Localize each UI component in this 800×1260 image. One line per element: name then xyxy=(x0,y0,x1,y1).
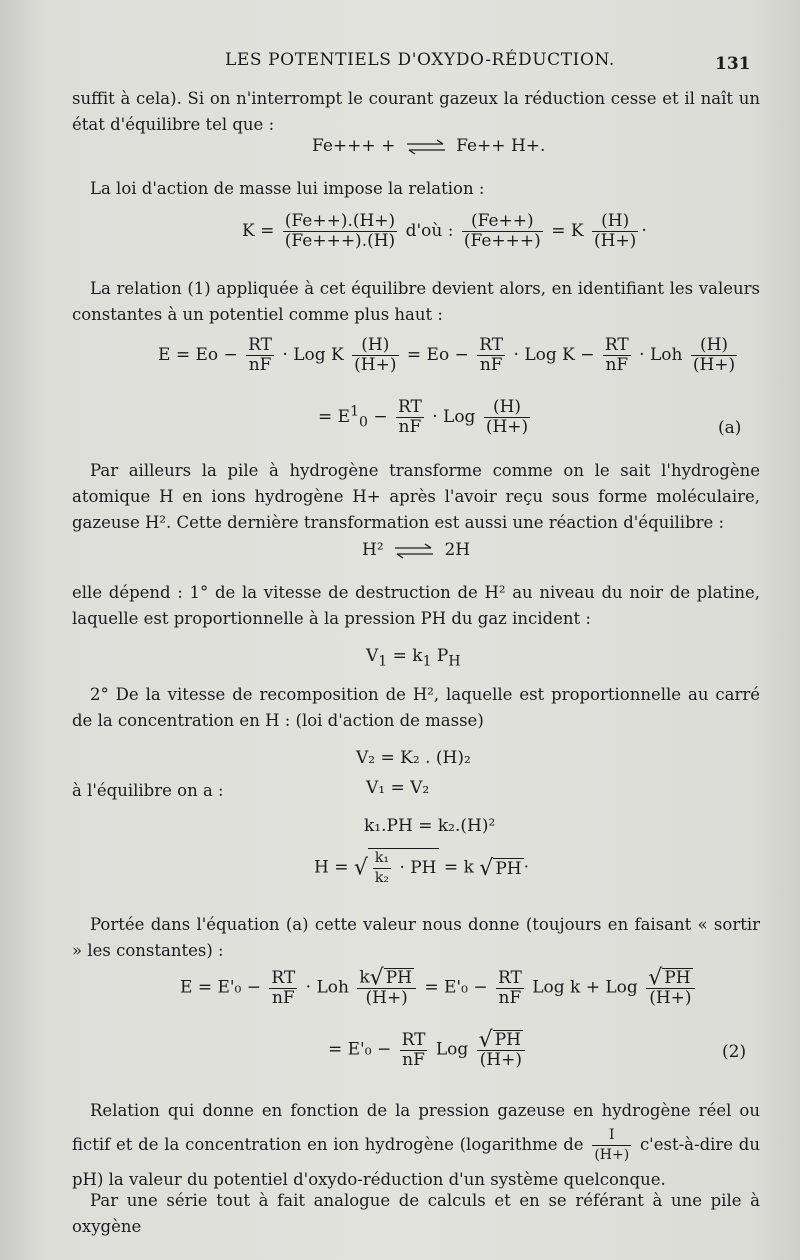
page-header xyxy=(0,50,800,80)
equation-potential-2a: E = E'₀ − $\frac{RT}{nF}$ · Loh $\frac{k√ PH}{(H+)}$ = E'₀ − $\frac{RT}{nF}$ Log k + Log $\frac{√ PH}{(H+)}$ xyxy=(180,968,698,1008)
equation-k-relation: k₁.PH = k₂.(H)² xyxy=(364,816,496,836)
paragraph-5: elle dépend : 1° de la vitesse de destruction de H² au niveau du noir de platine, laquelle est proportionnelle à la pression PH du gaz incident : xyxy=(72,583,760,628)
page-number: 131 xyxy=(715,54,751,74)
equation-velocity-1: $V_1 = k_1$ $P_H$ xyxy=(366,646,461,670)
paragraph-6: 2° De la vitesse de recomposition de H², laquelle est proportionnelle au carré de la concentration en H : (loi d'action de masse) xyxy=(72,685,760,730)
equation-potential-2: = E'₀ − $\frac{RT}{nF}$ Log $\frac{√ PH}{(H+)}$ xyxy=(328,1030,528,1070)
equilibrium-arrows-icon xyxy=(405,139,447,155)
equation-label-a: (a) xyxy=(718,418,742,438)
equation-equilibrium-velocities: V₁ = V₂ xyxy=(366,778,430,798)
equilibrium-arrows-icon xyxy=(393,543,435,559)
equation-label-2: (2) xyxy=(722,1042,747,1062)
paragraph-7-lead: à l'équilibre on a : xyxy=(72,781,224,800)
equation-potential-a: = $E^1_0$ − $\frac{RT}{nF}$ · Log $\frac{(H)}{(H+)}$ xyxy=(318,397,529,437)
paragraph-2: La loi d'action de masse lui impose la relation : xyxy=(90,179,485,198)
equation-iron-equilibrium: Fe+++ + Fe++ H+. xyxy=(312,136,546,156)
paragraph-4: Par ailleurs la pile à hydrogène transforme comme on le sait l'hydrogène atomique H en ions hydrogène H+ après l'avoir reçu sous forme moléculaire, gazeuse H². Cette dernière transformation est aussi une réaction d'équilibre : xyxy=(72,461,760,532)
equation-potential-1: E = Eo − $\frac{RT}{nF}$ · Log K $\frac{(H)}{(H+)}$ = Eo − $\frac{RT}{nF}$ · Log K − $\frac{RT}{nF}$ · Loh $\frac{(H)}{(H+)}$ xyxy=(158,335,736,375)
paragraph-10: Par une série tout à fait analogue de calculs et en se référant à une pile à oxygène xyxy=(72,1191,760,1236)
equation-hydrogen-equilibrium: H² 2H xyxy=(362,540,471,560)
paragraph-3: La relation (1) appliquée à cet équilibre devient alors, en identifiant les valeurs constantes à un potentiel comme plus haut : xyxy=(72,279,760,324)
paragraph-9: Relation qui donne en fonction de la pression gazeuse en hydrogène réel ou fictif et de la concentration en ion hydrogène (logarithme de $\frac{I}{(H+)}$ c'est-à-dire du pH) la valeur du potentiel d'oxydo-réduction d'un système quelconque. xyxy=(72,1101,760,1189)
running-title: LES POTENTIELS D'OXYDO-RÉDUCTION. xyxy=(225,50,615,70)
equation-mass-action: K = $\frac{(Fe++).(H+)}{(Fe+++).(H)}$ d'où : $\frac{(Fe++)}{(Fe+++)}$ = K $\frac{(H)}{(H+)}$ · xyxy=(242,211,647,251)
paragraph-1: suffit à cela). Si on n'interrompt le courant gazeux la réduction cesse et il naît un état d'équilibre tel que : xyxy=(72,89,760,134)
equation-H-value: H = √ $\frac{\text{k₁}}{\text{k₂}}$ · PH = k √ PH · xyxy=(314,850,529,886)
equation-velocity-2: V₂ = K₂ . (H)₂ xyxy=(356,748,471,768)
paragraph-8: Portée dans l'équation (a) cette valeur nous donne (toujours en faisant « sortir » les constantes) : xyxy=(72,915,760,960)
